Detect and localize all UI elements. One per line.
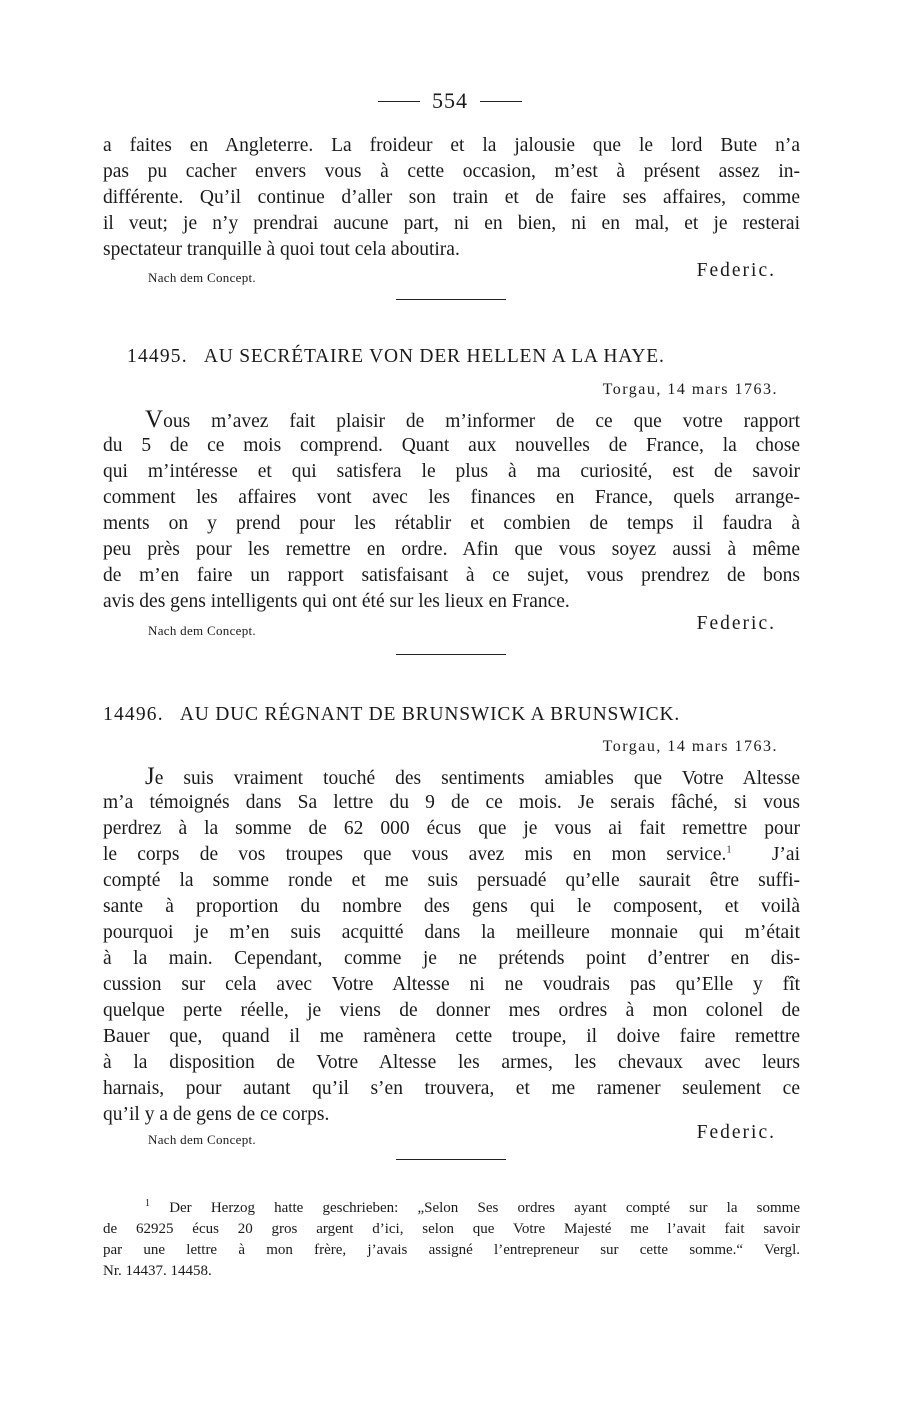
letter-line: m’a témoignés dans Sa lettre du 9 de ce mois. Je serais fâché, si vous (103, 792, 800, 813)
letter-line: du 5 de ce mois comprend. Quant aux nouvelles de France, la chose (103, 435, 800, 456)
source-note: Nach dem Concept. (148, 270, 256, 285)
footnote-line: par une lettre à mon frère, j’avais assigné l’entrepreneur sur cette somme.“ Vergl. (103, 1242, 800, 1258)
dateline: Torgau, 14 mars 1763. (602, 738, 778, 755)
letter-line: Je suis vraiment touché des sentiments amiables que Votre Altesse (145, 763, 800, 790)
page-header (0, 88, 900, 114)
source-note: Nach dem Concept. (148, 623, 256, 638)
letter-heading (127, 346, 824, 368)
letter-line: peu près pour les remettre en ordre. Afin que vous soyez aussi à même (103, 539, 800, 560)
letter-line: Bauer que, quand il me ramènera cette troupe, il doive faire remettre (103, 1026, 800, 1047)
signature: Federic. (696, 613, 776, 634)
footnote-ref: 1 (726, 844, 732, 856)
letter-line: de m’en faire un rapport satisfaisant à ce sujet, vous prendrez de bons (103, 565, 800, 586)
letter-line: ments on y prend pour les rétablir et combien de temps il faudra à (103, 513, 800, 534)
source-note: Nach dem Concept. (148, 1132, 256, 1147)
footnote-marker: 1 (145, 1198, 150, 1209)
signature: Federic. (696, 260, 776, 281)
intro-line: il veut; je n’y prendrai aucune part, ni en bien, ni en mal, et je resterai (103, 213, 800, 234)
header-dash-right (480, 101, 522, 102)
initial-letter: V (145, 406, 164, 433)
section-divider (396, 654, 506, 655)
letter-number: 14496. (103, 704, 164, 725)
letter-line: qu’il y a de gens de ce corps. (103, 1104, 330, 1125)
section-divider (396, 1159, 506, 1160)
letter-title: AU SECRÉTAIRE VON DER HELLEN A LA HAYE. (203, 346, 665, 367)
footnote-line: Nr. 14437. 14458. (103, 1263, 212, 1279)
letter-line: quelque perte réelle, je viens de donner mes ordres à mon colonel de (103, 1000, 800, 1021)
signature: Federic. (696, 1122, 776, 1143)
letter-line: harnais, pour autant qu’il s’en trouvera, et me ramener seulement ce (103, 1078, 800, 1099)
footnote-line: de 62925 écus 20 gros argent d’ici, selon que Votre Majesté me l’avait fait savoir (103, 1221, 800, 1237)
footnote-line: $^1$ Der Herzog hatte geschrieben: „Selon Ses ordres ayant compté sur la somme (145, 1198, 800, 1216)
intro-line: différente. Qu’il continue d’aller son train et de faire ses affaires, comme (103, 187, 800, 208)
letter-line: cussion sur cela avec Votre Altesse ni ne voudrais pas qu’Elle y fît (103, 974, 800, 995)
letter-line: Vous m’avez fait plaisir de m’informer de ce que votre rapport (145, 406, 800, 433)
dateline: Torgau, 14 mars 1763. (602, 381, 778, 398)
header-dash-left (378, 101, 420, 102)
letter-line: sante à proportion du nombre des gens qui le composent, et voilà (103, 896, 800, 917)
initial-letter: J (145, 763, 155, 790)
letter-line: pourquoi je m’en suis acquitté dans la meilleure monnaie qui m’était (103, 922, 800, 943)
intro-line: pas pu cacher envers vous à cette occasion, m’est à présent assez in- (103, 161, 800, 182)
letter-line: le corps de vos troupes que vous avez mis en mon service.$^1$ J’ai (103, 844, 800, 865)
page-number: 554 (432, 88, 468, 113)
letter-line: qui m’intéresse et qui satisfera le plus à ma curiosité, est de savoir (103, 461, 800, 482)
letter-title: AU DUC RÉGNANT DE BRUNSWICK A BRUNSWICK. (179, 704, 681, 725)
intro-line: spectateur tranquille à quoi tout cela aboutira. (103, 239, 460, 260)
letter-heading (103, 704, 800, 726)
section-divider (396, 299, 506, 300)
letter-line: avis des gens intelligents qui ont été sur les lieux en France. (103, 591, 570, 612)
letter-line: compté la somme ronde et me suis persuadé qu’elle saurait être suffi- (103, 870, 800, 891)
intro-line: a faites en Angleterre. La froideur et la jalousie que le lord Bute n’a (103, 135, 800, 156)
letter-line: perdrez à la somme de 62 000 écus que je vous ai fait remettre pour (103, 818, 800, 839)
letter-line: à la main. Cependant, comme je ne prétends point d’entrer en dis- (103, 948, 800, 969)
letter-line: à la disposition de Votre Altesse les armes, les chevaux avec leurs (103, 1052, 800, 1073)
letter-line: comment les affaires vont avec les finances en France, quels arrange- (103, 487, 800, 508)
letter-number: 14495. (127, 346, 188, 367)
